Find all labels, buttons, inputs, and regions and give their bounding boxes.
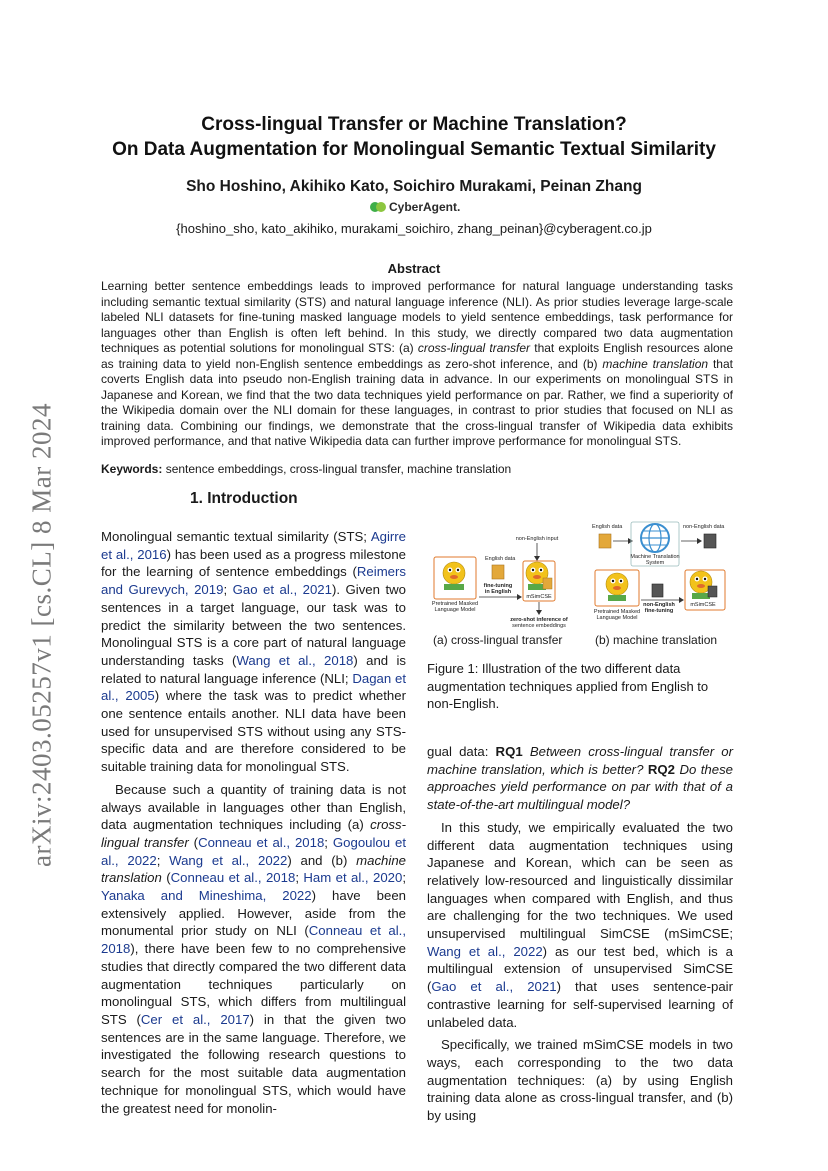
body-text: ;	[156, 852, 170, 868]
body-text: ) has been used as a progress milestone for the learning of sentence embeddings (	[101, 546, 406, 580]
citation-link[interactable]: Gao et al., 2021	[431, 979, 557, 995]
research-questions-paragraph	[427, 743, 733, 814]
citation-link[interactable]: Ham et al., 2020	[303, 870, 403, 886]
label-zero-shot-1: zero-shot inference of	[510, 617, 568, 623]
label-english-data-b: English data	[592, 524, 623, 530]
title-line-2: On Data Augmentation for Monolingual Semantic Textual Similarity	[112, 139, 716, 160]
body-text: ;	[295, 870, 304, 886]
citation-link[interactable]: Cer et al., 2017	[140, 1011, 250, 1027]
arxiv-stamp	[22, 370, 62, 900]
panel-machine-translation	[592, 522, 725, 621]
cyberagent-logo-icon	[370, 201, 386, 213]
bold-text: RQ2	[647, 761, 675, 777]
emphasis-text: Do these approaches yield performance on par with that of a state-of-the-art multilingual model?	[427, 761, 733, 813]
body-text: (	[161, 870, 171, 886]
citation-link[interactable]: Gao et al., 2021	[232, 582, 332, 598]
label-zero-shot-2: sentence embeddings	[512, 623, 566, 629]
citation-link[interactable]: Wang et al., 2022	[427, 943, 543, 959]
abstract-heading: Abstract	[387, 261, 441, 276]
cyberagent-logo	[370, 200, 460, 214]
label-msimcse-a: mSimCSE	[526, 594, 552, 600]
arxiv-identifier: arXiv:2403.05257v1 [cs.CL] 8 Mar 2024	[26, 403, 57, 867]
citation-link[interactable]: Reimers and Gurevych, 2019	[101, 564, 406, 598]
label-msimcse-b: mSimCSE	[690, 602, 716, 608]
specifically-paragraph	[427, 1036, 733, 1125]
label-pretrained-b-2: Language Model	[596, 615, 638, 621]
author-list: Sho Hoshino, Akihiko Kato, Soichiro Murakami, Peinan Zhang	[186, 178, 642, 195]
figure-1b-label: (b) machine translation	[595, 633, 718, 647]
citation-link[interactable]: Wang et al., 2018	[236, 652, 354, 668]
body-text: ) as our test bed, which is a multilingual extension of unsupervised SimCSE (	[427, 943, 733, 995]
label-non-english-data: non-English data	[683, 524, 725, 530]
body-text: ;	[402, 870, 407, 886]
label-mt-2: System	[645, 560, 665, 566]
figure-1	[427, 520, 735, 650]
body-text: gual data:	[427, 744, 496, 759]
label-mt-1: Machine Translation	[630, 554, 680, 560]
body-text	[523, 744, 530, 759]
figure-1-caption: Figure 1: Illustration of the two different data augmentation techniques applied from English to non-English.	[427, 661, 709, 711]
body-text: Specifically, we trained mSimCSE models in two ways, each corresponding to the two data augmentation techniques: (a) by using English training data alone as cross-lingual transfer, and (b) by using	[427, 1037, 733, 1124]
intro-paragraph-1	[101, 528, 406, 776]
citation-link[interactable]: Conneau et al., 2018	[170, 870, 296, 886]
citation-link[interactable]: Wang et al., 2022	[169, 852, 288, 868]
label-pretrained-b-1: Pretrained Masked	[593, 609, 641, 615]
body-text: In this study, we empirically evaluated the two different data augmentation techniques using Japanese and Korean, which can be seen as relatively low-resourced and linguistically dissimilar languages when compared with English, and thus are challenging for the two techniques. We used unsupervised multilingual SimCSE (mSimCSE;	[427, 819, 733, 942]
citation-link[interactable]: Conneau et al., 2018	[198, 834, 325, 850]
body-text: ) have been extensively applied. However, aside from the monumental prior study on NLI (	[101, 888, 406, 939]
label-english-data-a: English data	[485, 556, 516, 562]
label-nonenglish-ft-2: fine-tuning	[644, 608, 674, 614]
pretrained-character-b	[606, 573, 628, 601]
label-pretrained-a-1: Pretrained Masked	[431, 601, 479, 607]
body-text: ;	[223, 582, 233, 598]
msimcse-character-b	[690, 571, 717, 599]
body-text: ). Given two sentences in a target language, our task was to predict the similarity between the two sentences. Monolingual STS is a core part of natural language understanding tasks (	[101, 582, 406, 668]
study-paragraph	[427, 819, 733, 1031]
body-text: (	[188, 834, 199, 850]
panel-cross-lingual-transfer	[432, 536, 568, 629]
emphasis-text: cross-lingual transfer	[101, 817, 406, 850]
msimcse-character-a	[526, 562, 552, 590]
body-text: Monolingual semantic textual similarity (STS;	[101, 529, 371, 544]
body-text: ;	[324, 834, 333, 850]
right-column	[427, 743, 733, 1125]
figure-1a-label: (a) cross-lingual transfer	[433, 633, 563, 647]
paper-title	[0, 112, 828, 162]
body-text: ) in that the given two sentences are in the same language. Therefore, we investigated the following research questions to search for the most suitable data augmentation technique for monolingual STS, which would have the greatest need for monolin-	[101, 1011, 407, 1116]
section-heading-introduction: 1. Introduction	[190, 490, 298, 507]
keywords	[101, 462, 733, 476]
author-emails: {hoshino_sho, kato_akihiko, murakami_soichiro, zhang_peinan}@cyberagent.co.jp	[176, 221, 652, 236]
abstract-body: Learning better sentence embeddings leads to improved performance for natural language understanding tasks including semantic textual similarity (STS) and natural language inference (NLI). As prior studies leverage large-scale labeled NLI datasets for fine-tuning masked language models to yield sentence embeddings, task performance for languages other than English is often left behind. In this study, we directly compared two data augmentation techniques as potential solutions for monolingual STS: (a) cross-lingual transfer that exploits English resources alone as training data to yield non-English sentence embeddings as zero-shot inference, and (b) machine translation that coverts English data into pseudo non-English training data in advance. In our experiments on monolingual STS in Japanese and Korean, we find that the two data techniques yield performance on par. Rather, we find a superiority of the Wikipedia domain over the NLI domain for these languages, in contrast to prior studies that focused on NLI as training data. Combining our findings, we demonstrate that the cross-lingual transfer of Wikipedia data exhibits improved performance, and that native Wikipedia data can further improve performance for monolingual STS.	[101, 279, 734, 448]
english-data-document-icon	[492, 565, 504, 579]
citation-link[interactable]: Yanaka and Mineshima, 2022	[101, 888, 312, 904]
intro-paragraph-2	[101, 781, 406, 1117]
label-pretrained-a-2: Language Model	[434, 607, 476, 613]
bold-text: RQ1	[495, 744, 523, 759]
label-nonenglish-ft-1: non-English	[643, 602, 675, 608]
cyberagent-logo-text: CyberAgent.	[389, 200, 461, 214]
emphasis-text: machine translation	[101, 852, 406, 886]
figure-1-illustration	[427, 520, 735, 650]
label-finetuning-a-1: fine-tuning	[483, 583, 513, 589]
label-finetuning-a-2: in English	[484, 589, 512, 595]
keywords-text: sentence embeddings, cross-lingual transfer, machine translation	[162, 462, 512, 476]
emphasis-text: Between cross-lingual transfer or machine translation, which is better?	[427, 744, 733, 777]
label-non-english-input: non-English input	[515, 536, 559, 542]
non-english-document-icon	[704, 534, 716, 548]
english-document-b-icon	[599, 534, 611, 548]
body-text: ) that uses sentence-pair contrastive learning for self-supervised learning of unlabeled data.	[427, 979, 733, 1030]
title-line-1: Cross-lingual Transfer or Machine Translation?	[201, 114, 627, 135]
body-text: ) where the task was to predict whether one sentence entails another. NLI data have been used for unsupervised STS without using any STS-specific data and are therefore considered to be suitable training data for monolingual STS.	[101, 688, 406, 775]
body-text: ), there have been few to no comprehensive studies that directly compared the two different data augmentation techniques particularly on monolingual STS, which differs from multilingual STS (	[101, 941, 406, 1027]
globe-icon	[641, 524, 669, 552]
citation-link[interactable]: Gogoulou et al., 2022	[101, 834, 407, 868]
non-english-document-b-icon	[652, 584, 663, 597]
keywords-label: Keywords:	[101, 462, 163, 476]
body-text: ) and (b)	[287, 852, 357, 868]
body-text: Because such a quantity of training data is not always available in languages other than English, data augmentation techniques including (a)	[101, 781, 406, 833]
left-column	[101, 528, 406, 1117]
citation-link[interactable]: Dagan et al., 2005	[101, 670, 406, 704]
pretrained-character-a	[443, 562, 465, 590]
citation-link[interactable]: Agirre et al., 2016	[101, 529, 406, 562]
citation-link[interactable]: Conneau et al., 2018	[101, 923, 406, 957]
body-text: ) and is related to natural language inference (NLI;	[101, 652, 406, 686]
